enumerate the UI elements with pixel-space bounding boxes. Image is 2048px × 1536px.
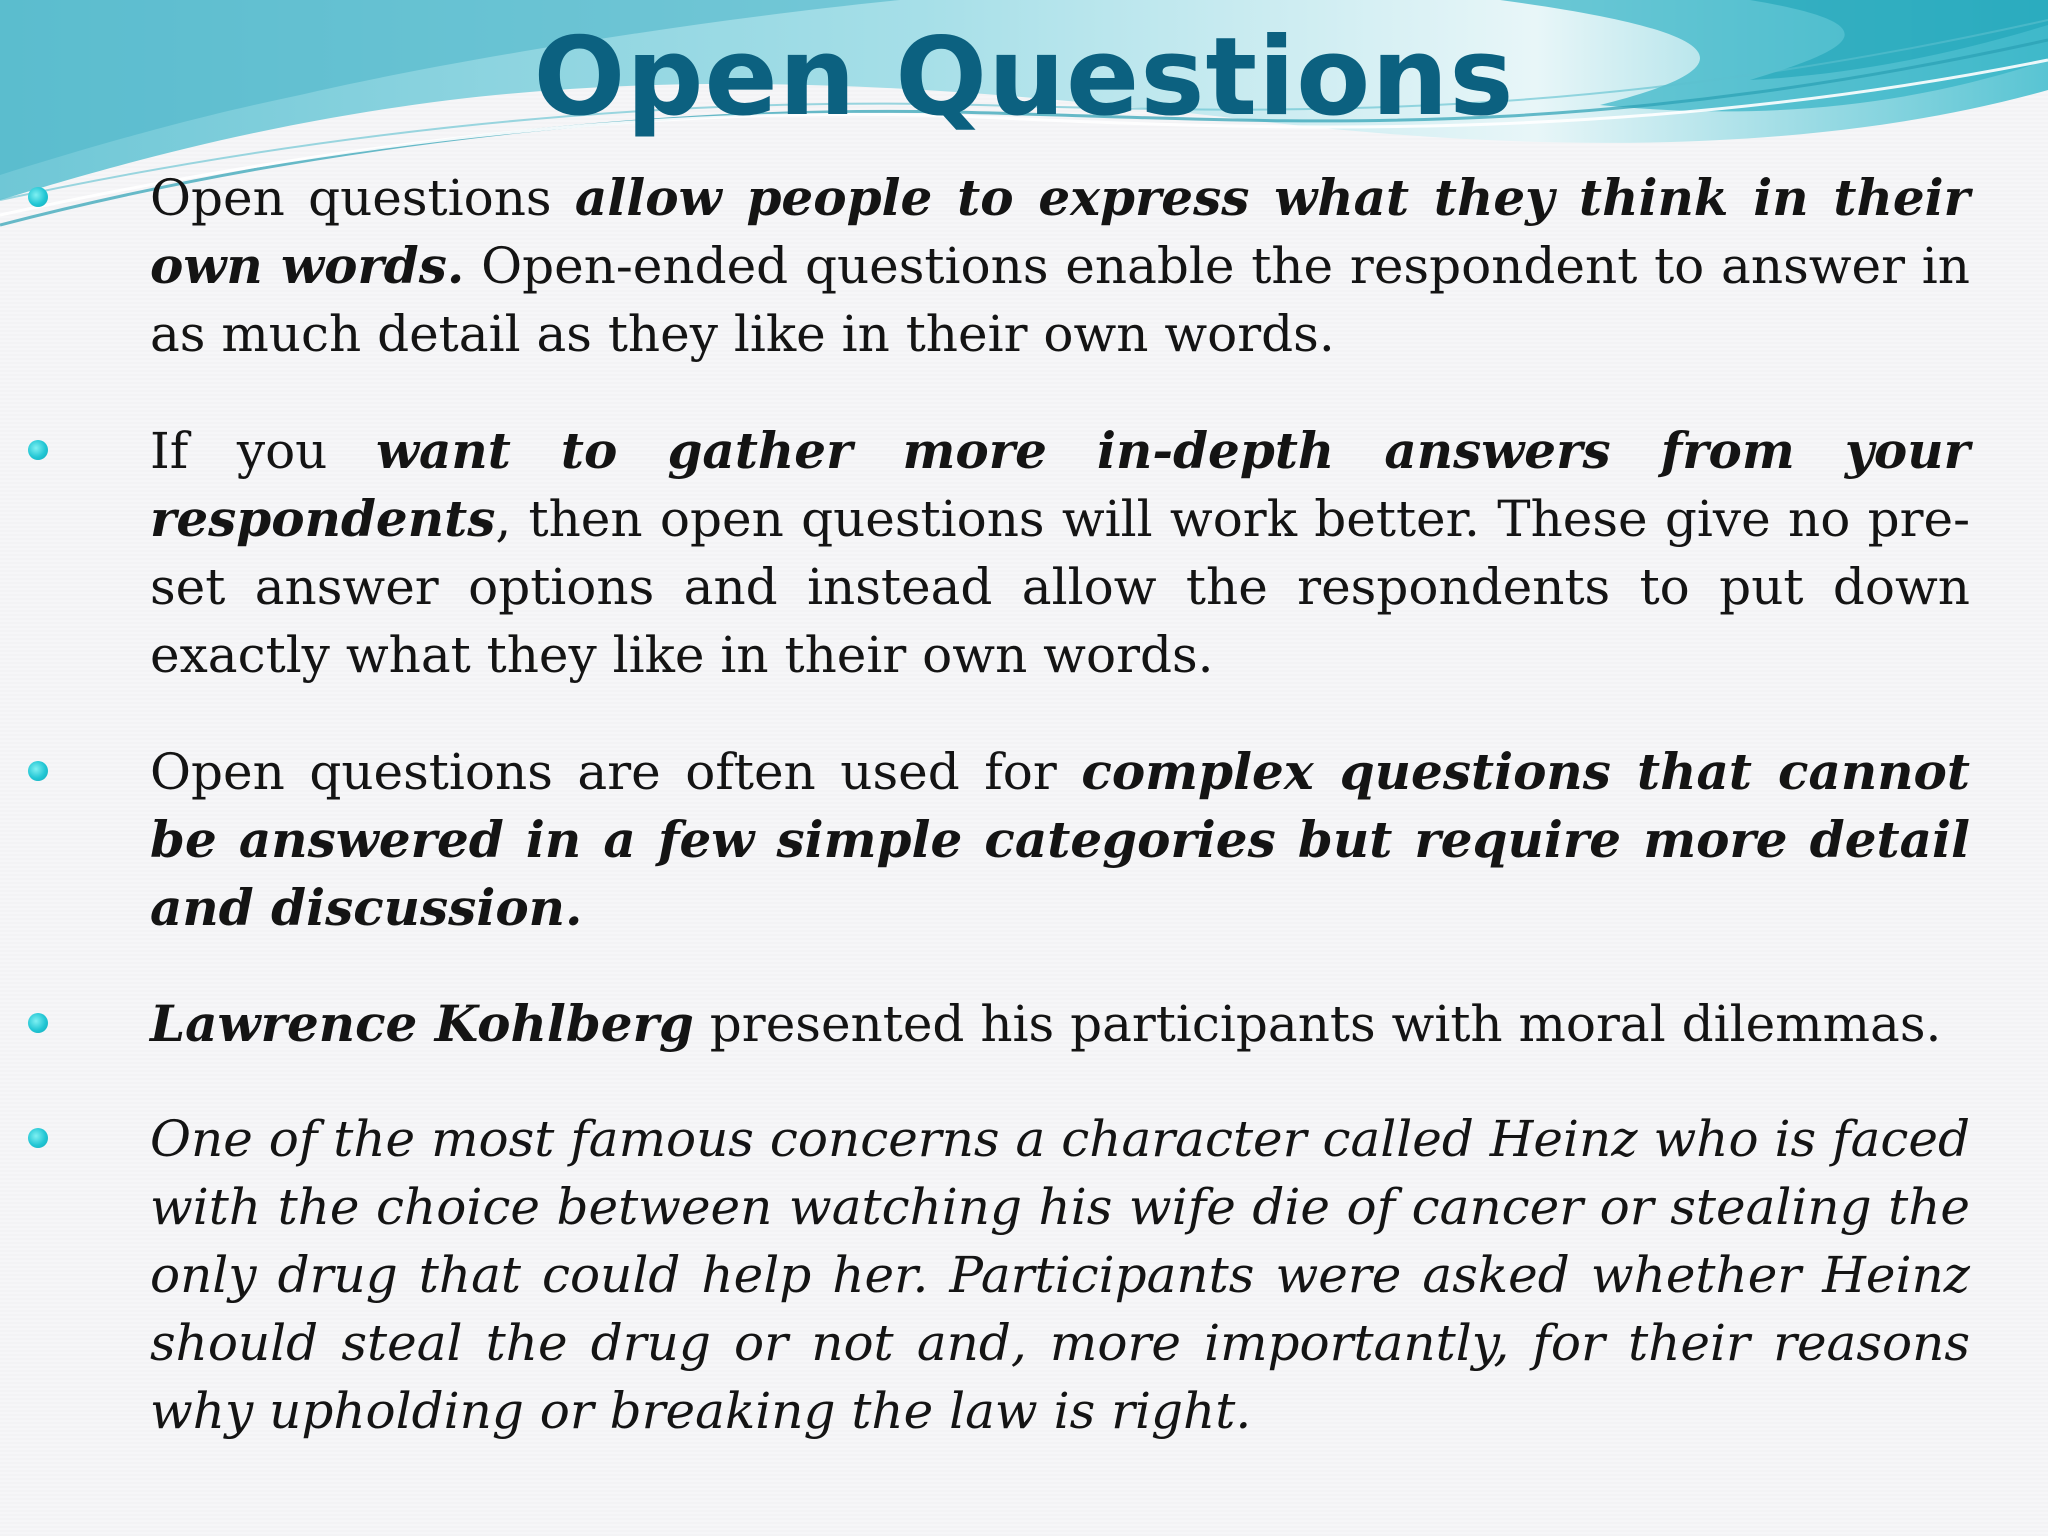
bullet-text-segment: Open questions: [150, 169, 575, 227]
bullet-text: [150, 1105, 1970, 1445]
bullet-emphasis: complex questions that cannot be answered in a few simple categories but require more detail and discussion.: [150, 742, 1970, 937]
bullet-emphasis: Lawrence Kohlberg: [150, 994, 694, 1053]
bullet-text-segment: One of the most famous concerns a character called Heinz who is faced with the choice between watching his wife die of cancer or stealing the only drug that could help her. Participants were asked whether Heinz should steal the drug or not and, more importantly, for their reasons why upholding or breaking the law is right.: [150, 1110, 1970, 1440]
bullet-text-segment: presented his participants with moral dilemmas.: [693, 995, 1942, 1053]
bullet-text: [150, 738, 1970, 942]
bullet-dot-icon: [28, 1013, 48, 1033]
bullet-text: [150, 417, 1970, 689]
bullet-emphasis: allow people to express what they think in their own words.: [150, 168, 1970, 295]
bullet-emphasis: want to gather more in-depth answers from your respondents: [150, 421, 1970, 548]
bullet-dot-icon: [28, 1128, 48, 1148]
bullet-text-segment: Open-ended questions enable the respondent to answer in as much detail as they like in their own words.: [150, 237, 1971, 363]
bullet-dot-icon: [28, 761, 48, 781]
bullet-text: [150, 164, 1970, 368]
bullet-text-segment: , then open questions will work better. These give no pre-set answer options and instead allow the respondents to put down exactly what they like in their own words.: [150, 490, 1970, 684]
bullet-dot-icon: [28, 187, 48, 207]
bullet-text-segment: If you: [150, 422, 376, 480]
slide-title: Open Questions: [533, 15, 1515, 140]
bullet-text: [150, 990, 1970, 1058]
bullet-text-segment: Open questions are often used for: [150, 743, 1082, 801]
bullet-dot-icon: [28, 440, 48, 460]
